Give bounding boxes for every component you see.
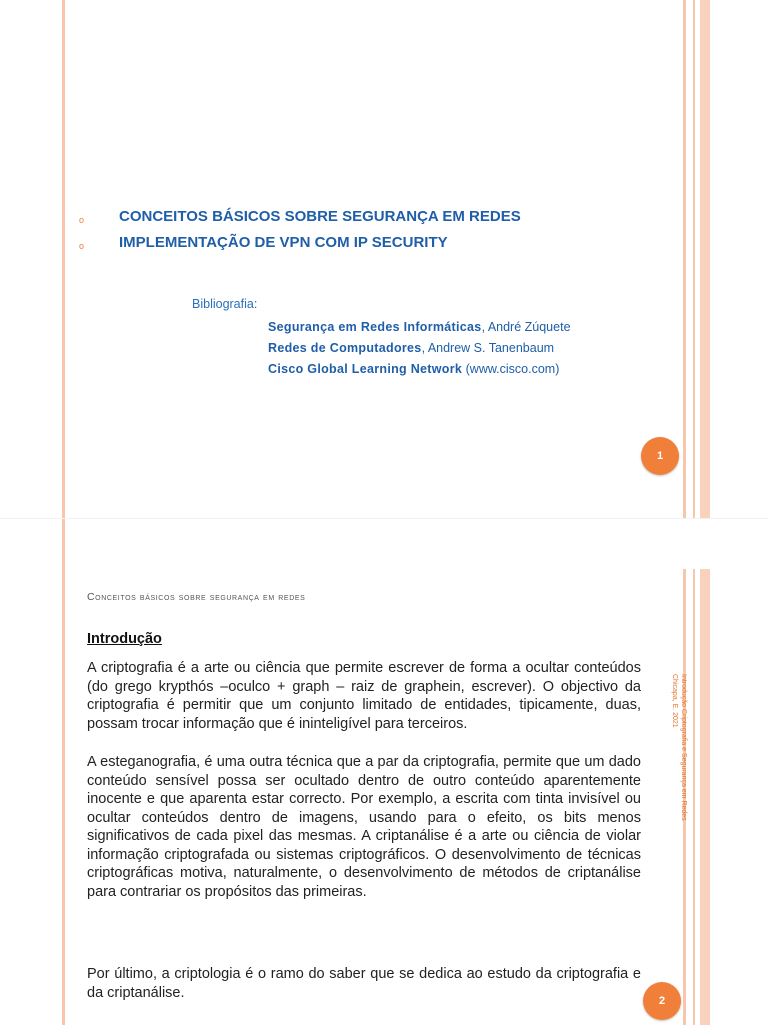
slide-title-line-1: CONCEITOS BÁSICOS SOBRE SEGURANÇA EM REDES bbox=[119, 208, 521, 225]
book-author: , André Zúquete bbox=[481, 320, 571, 334]
slide-title: Conceitos básicos sobre segurança em redes bbox=[87, 591, 306, 603]
bibliography-entry bbox=[268, 320, 571, 334]
right-rule-1 bbox=[683, 0, 686, 518]
page-number-badge: 2 bbox=[643, 982, 681, 1020]
paragraph-criptografia: A criptografia é a arte ou ciência que permite escrever de forma a ocultar conteúdos (do grego krypthós –oculco + graph – raiz de graphein, escrever). O objectivo da criptografia é permitir que um conjunto limitado de entidades, tipicamente, duas, possam trocar informação que é ininteligível para terceiros. bbox=[87, 660, 641, 732]
paragraph-esteganografia: A esteganografia, é uma outra técnica que a par da criptografia, permite que um dado conteúdo sensível possa ser ocultado dentro de outro conteúdo aparentemente inocente e que aparenta estar correcto. Por exemplo, a escrita com tinta invisível ou ocultar conteúdos dentro de imagens, usando para o efeito, os bits menos significativos de cada pixel das mesmas. A criptanálise é a arte ou ciência de violar informação criptografada ou sistemas criptográficos. O desenvolvimento de técnicas criptográficas motiva, naturalmente, o desenvolvimento de métodos de criptanálise para contrariar os propósitos das primeiras. bbox=[87, 754, 641, 900]
side-note-vertical: Introdução Criptografia e Segurança em Redes Chicapa, E. 2021 bbox=[671, 674, 687, 821]
left-rule bbox=[62, 0, 65, 518]
source-url: (www.cisco.com) bbox=[462, 362, 560, 376]
right-rule-3 bbox=[700, 569, 710, 1025]
slide-title-line-2: IMPLEMENTAÇÃO DE VPN COM IP SECURITY bbox=[119, 234, 448, 251]
bullet-icon: o bbox=[79, 241, 85, 251]
bibliography-entry bbox=[268, 362, 559, 376]
source-title: Cisco Global Learning Network bbox=[268, 362, 463, 376]
bibliography-label: Bibliografia: bbox=[192, 297, 258, 311]
book-title: Redes de Computadores bbox=[268, 341, 422, 355]
section-heading: Introdução bbox=[87, 631, 162, 647]
book-title: Segurança em Redes Informáticas bbox=[268, 320, 482, 334]
bullet-icon: o bbox=[79, 215, 85, 225]
paragraph-criptologia: Por último, a criptologia é o ramo do saber que se dedica ao estudo da criptografia e da criptanálise. bbox=[87, 966, 641, 1001]
right-rule-2 bbox=[693, 569, 695, 1025]
right-rule-2 bbox=[693, 0, 695, 518]
book-author: , Andrew S. Tanenbaum bbox=[421, 341, 555, 355]
page-number-badge: 1 bbox=[641, 437, 679, 475]
slide-2 bbox=[0, 518, 768, 1025]
right-rule-3 bbox=[700, 0, 710, 518]
left-rule bbox=[62, 519, 65, 1025]
bibliography-entry bbox=[268, 341, 554, 355]
